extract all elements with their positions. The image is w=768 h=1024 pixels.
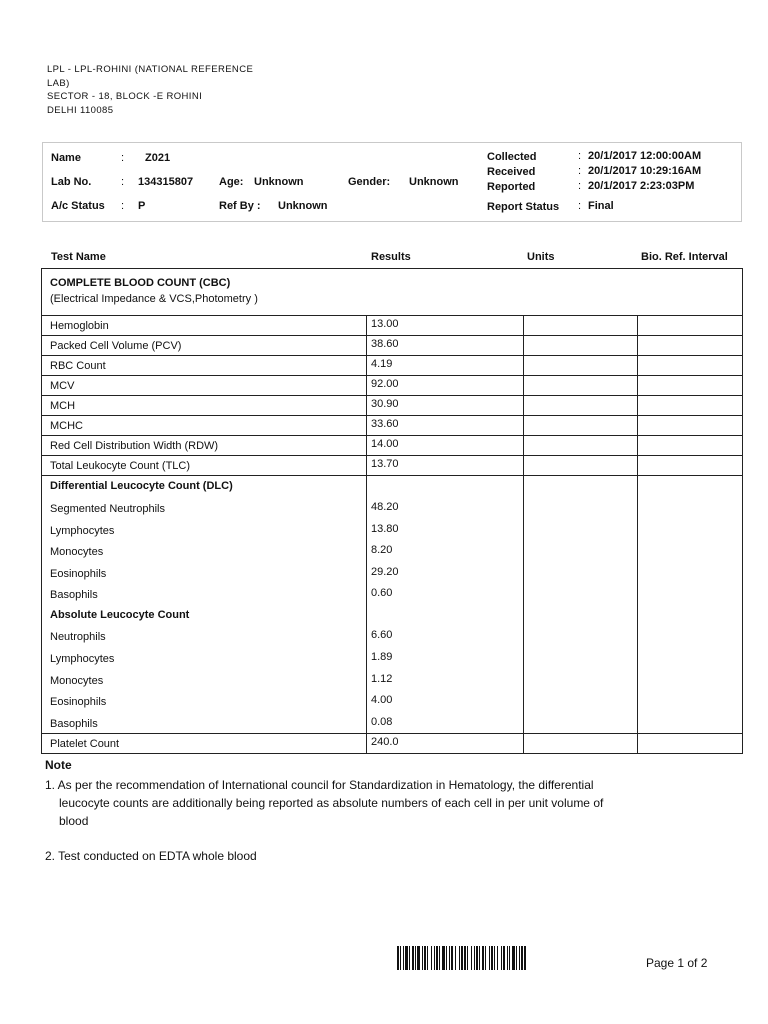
reported-value: 20/1/2017 2:23:03PM xyxy=(588,180,695,192)
test-name-cell: RBC Count xyxy=(50,360,106,372)
result-cell: 14.00 xyxy=(371,438,399,450)
acstatus-colon: : xyxy=(121,200,125,212)
received-label: Received xyxy=(487,166,536,178)
test-name-cell: Hemoglobin xyxy=(50,320,109,332)
test-name-cell: Packed Cell Volume (PCV) xyxy=(50,340,182,352)
age-value: Unknown xyxy=(254,176,304,188)
gender-value: Unknown xyxy=(409,176,459,188)
header-units: Units xyxy=(527,251,555,263)
note-1-line-3: blood xyxy=(59,814,89,828)
lab-name-line2: LAB) xyxy=(47,77,70,89)
refby-value: Unknown xyxy=(278,200,328,212)
patient-info-box xyxy=(42,142,742,222)
lab-name-line1: LPL - LPL-ROHINI (NATIONAL REFERENCE xyxy=(47,64,254,75)
result-cell: 8.20 xyxy=(371,544,393,556)
labno-value: 134315807 xyxy=(138,176,194,188)
test-name-cell: Basophils xyxy=(50,718,98,730)
name-colon: : xyxy=(121,152,125,164)
note-2: 2. Test conducted on EDTA whole blood xyxy=(45,849,257,863)
test-name-cell: Lymphocytes xyxy=(50,525,115,537)
result-cell: 13.00 xyxy=(371,318,399,330)
alc-section-title: Absolute Leucocyte Count xyxy=(50,609,190,621)
column-divider xyxy=(366,315,367,753)
test-name-cell: Total Leukocyte Count (TLC) xyxy=(50,460,191,472)
result-cell: 240.0 xyxy=(371,736,399,748)
test-name-cell: Basophils xyxy=(50,589,98,601)
acstatus-label: A/c Status xyxy=(51,200,105,212)
result-cell: 38.60 xyxy=(371,338,399,350)
gender-label: Gender: xyxy=(348,176,391,188)
note-1 xyxy=(45,776,655,830)
test-name-cell: MCH xyxy=(50,400,76,412)
lab-city-line: DELHI 110085 xyxy=(47,104,114,116)
received-colon: : xyxy=(578,165,582,177)
lab-address xyxy=(47,63,253,117)
results-table xyxy=(41,268,743,754)
collected-label: Collected xyxy=(487,151,537,163)
result-cell: 92.00 xyxy=(371,378,399,390)
lab-address-line: SECTOR - 18, BLOCK -E ROHINI xyxy=(47,91,203,102)
test-name-cell: Monocytes xyxy=(50,675,104,687)
report-status-label: Report Status xyxy=(487,201,560,213)
collected-value: 20/1/2017 12:00:00AM xyxy=(588,150,702,162)
header-results: Results xyxy=(371,251,411,263)
reported-label: Reported xyxy=(487,181,536,193)
test-name-cell: MCHC xyxy=(50,420,83,432)
result-cell: 48.20 xyxy=(371,501,399,513)
note-1-line-1: 1. As per the recommendation of International council for Standardization in Hematology, the differential xyxy=(45,778,594,792)
name-value: Z021 xyxy=(145,152,171,164)
barcode xyxy=(397,946,564,970)
age-label: Age: xyxy=(219,176,244,188)
dlc-section-title: Differential Leucocyte Count (DLC) xyxy=(50,480,233,492)
received-value: 20/1/2017 10:29:16AM xyxy=(588,165,702,177)
test-name-cell: Platelet Count xyxy=(50,738,120,750)
result-cell: 13.70 xyxy=(371,458,399,470)
test-name-cell: Monocytes xyxy=(50,546,104,558)
note-1-line-2: leucocyte counts are additionally being reported as absolute numbers of each cell in per unit volume of xyxy=(59,796,604,810)
test-name-cell: Red Cell Distribution Width (RDW) xyxy=(50,440,219,452)
result-cell: 29.20 xyxy=(371,566,399,578)
cbc-section-header xyxy=(50,277,258,305)
cbc-method: (Electrical Impedance & VCS,Photometry ) xyxy=(50,293,258,305)
test-name-cell: Eosinophils xyxy=(50,568,107,580)
reported-colon: : xyxy=(578,180,582,192)
report-status-value: Final xyxy=(588,200,614,212)
report-status-colon: : xyxy=(578,200,582,212)
test-name-cell: Lymphocytes xyxy=(50,653,115,665)
result-cell: 4.00 xyxy=(371,694,393,706)
result-cell: 0.60 xyxy=(371,587,393,599)
column-divider xyxy=(637,315,638,753)
labno-label: Lab No. xyxy=(51,176,92,188)
labno-colon: : xyxy=(121,176,125,188)
test-name-cell: MCV xyxy=(50,380,75,392)
acstatus-value: P xyxy=(138,200,146,212)
result-cell: 6.60 xyxy=(371,629,393,641)
result-cell: 1.89 xyxy=(371,651,393,663)
result-cell: 30.90 xyxy=(371,398,399,410)
result-cell: 0.08 xyxy=(371,716,393,728)
column-divider xyxy=(523,315,524,753)
header-test-name: Test Name xyxy=(51,251,106,263)
test-name-cell: Eosinophils xyxy=(50,696,107,708)
test-name-cell: Segmented Neutrophils xyxy=(50,503,165,515)
test-name-cell: Neutrophils xyxy=(50,631,106,643)
name-label: Name xyxy=(51,152,81,164)
page-number: Page 1 of 2 xyxy=(646,956,708,970)
header-bio-ref-interval: Bio. Ref. Interval xyxy=(641,251,728,263)
result-cell: 13.80 xyxy=(371,523,399,535)
result-cell: 1.12 xyxy=(371,673,393,685)
result-cell: 33.60 xyxy=(371,418,399,430)
refby-label: Ref By : xyxy=(219,200,261,212)
collected-colon: : xyxy=(578,150,582,162)
result-cell: 4.19 xyxy=(371,358,393,370)
cbc-title: COMPLETE BLOOD COUNT (CBC) xyxy=(50,277,231,289)
note-title: Note xyxy=(45,758,72,772)
